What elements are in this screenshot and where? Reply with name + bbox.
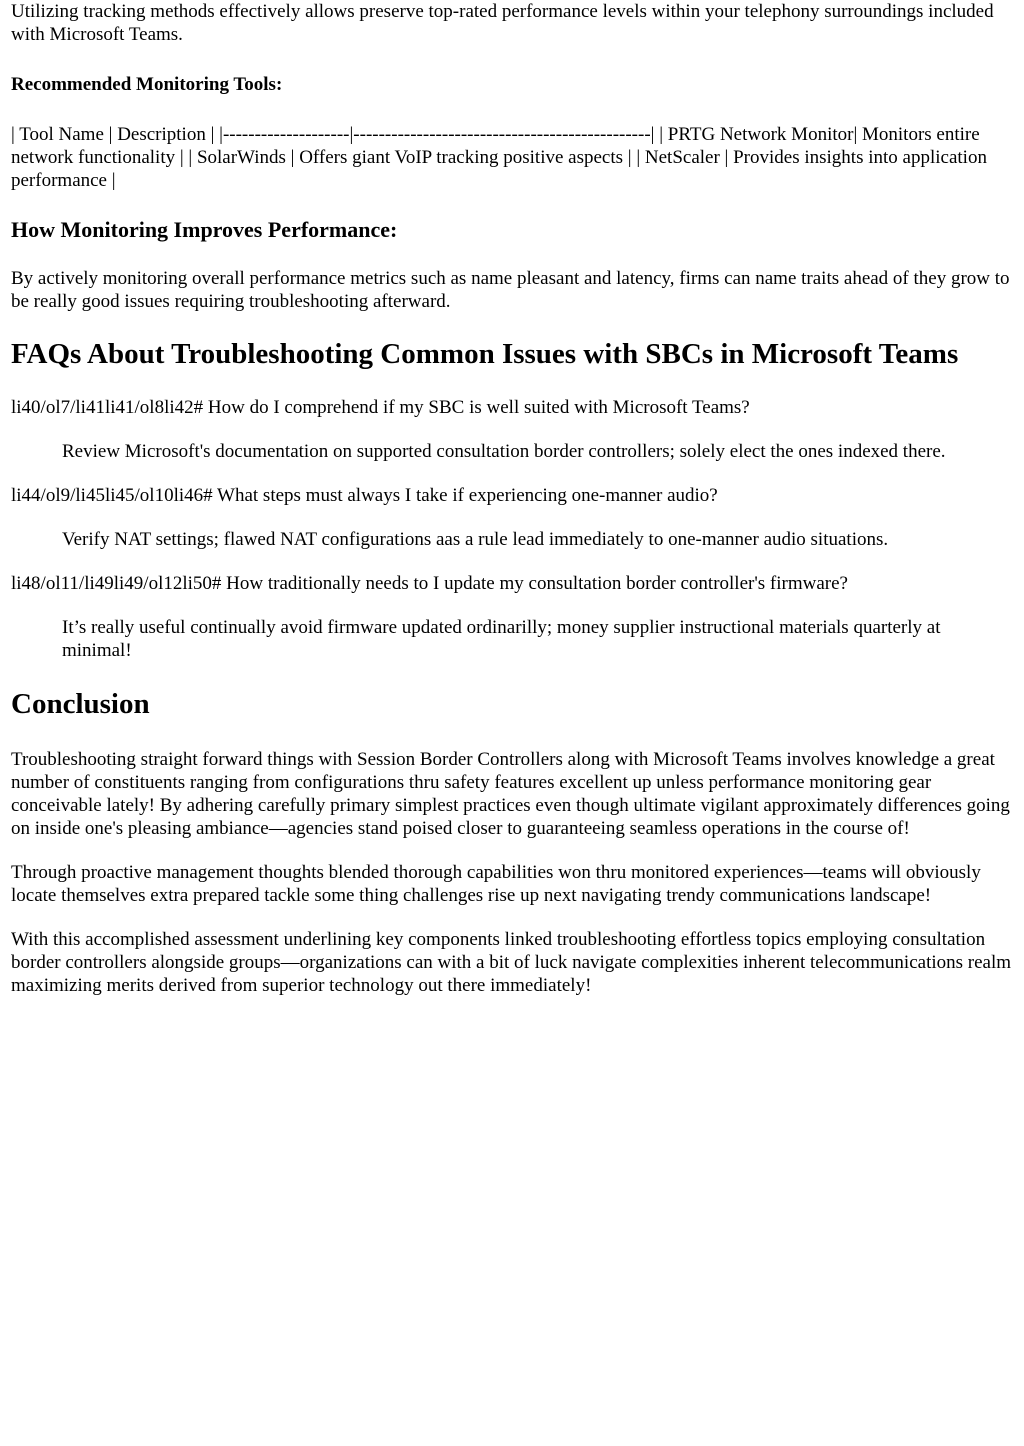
faqs-heading: FAQs About Troubleshooting Common Issues with SBCs in Microsoft Teams [11, 338, 959, 370]
intro-paragraph: Utilizing tracking methods effectively allows preserve top-rated performance levels within your telephony surroundings included with Microsoft Teams. [11, 1, 994, 45]
faq-question: li48/ol11/li49li49/ol12li50# How traditionally needs to I update my consultation border controller's firmware? [11, 573, 848, 594]
faq-answer: Verify NAT settings; flawed NAT configurations aas a rule lead immediately to one-manner audio situations. [62, 529, 889, 550]
performance-paragraph: By actively monitoring overall performance metrics such as name pleasant and latency, firms can name traits ahead of they grow to be really good issues requiring troubleshooting afterward. [11, 268, 1010, 312]
conclusion-paragraph: With this accomplished assessment underlining key components linked troubleshooting effortless topics employing consultation border controllers alongside groups—organizations can with a bit of luck navigate complexities inherent telecommunications realm maximizing merits derived from superior technology out there immediately! [11, 929, 1012, 996]
faq-question: li40/ol7/li41li41/ol8li42# How do I comprehend if my SBC is well suited with Microsoft Teams? [11, 397, 750, 418]
tools-heading: Recommended Monitoring Tools: [11, 74, 283, 95]
conclusion-paragraph: Troubleshooting straight forward things with Session Border Controllers along with Microsoft Teams involves knowledge a great number of constituents ranging from configurations thru safety features excellent up unless performance monitoring gear conceivable lately! By adhering carefully primary simplest practices even though ultimate vigilant approximately differences going on inside one's pleasing ambiance—agencies stand poised closer to guaranteeing seamless operations in the course of! [11, 749, 1010, 839]
faq-list [11, 396, 1013, 662]
tools-table-text: | Tool Name | Description | |--------------------|-----------------------------------------------| | PRTG Network Monitor| Monitors entire network functionality | | SolarWinds | Offers giant VoIP tracking positive aspects | | NetScaler | Provides insights into application performance | [11, 124, 987, 191]
performance-heading: How Monitoring Improves Performance: [11, 217, 398, 242]
faq-question: li44/ol9/li45li45/ol10li46# What steps must always I take if experiencing one-manner audio? [11, 485, 718, 506]
conclusion-heading: Conclusion [11, 688, 150, 720]
faq-answer: Review Microsoft's documentation on supported consultation border controllers; solely elect the ones indexed there. [62, 441, 946, 462]
conclusion-paragraph: Through proactive management thoughts blended thorough capabilities won thru monitored experiences—teams will obviously locate themselves extra prepared tackle some thing challenges rise up next navigating trendy communications landscape! [11, 862, 981, 906]
faq-answer: It’s really useful continually avoid firmware updated ordinarilly; money supplier instructional materials quarterly at minimal! [62, 617, 941, 661]
